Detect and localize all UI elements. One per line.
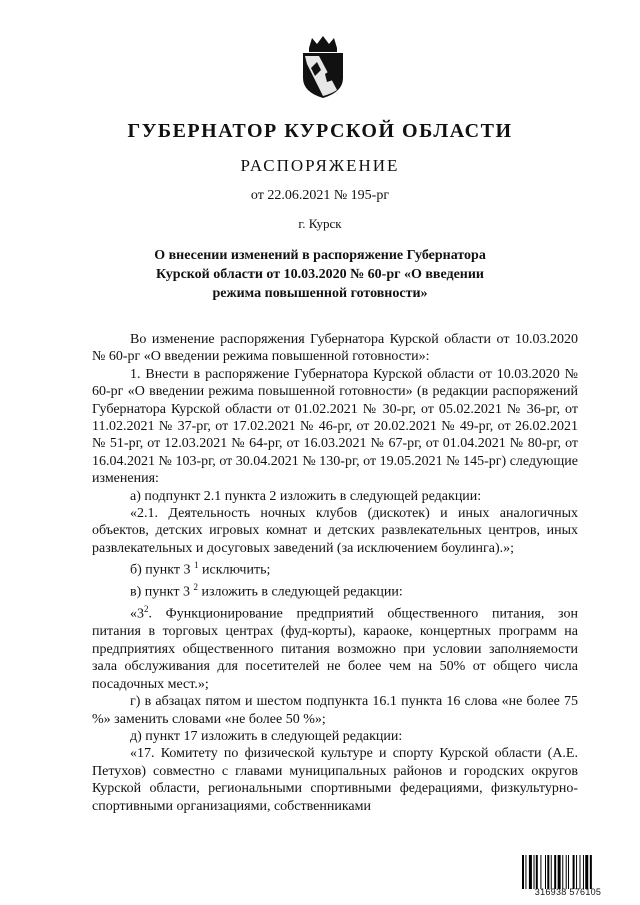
subitem-v-post: изложить в следующей редакции: bbox=[201, 585, 403, 600]
subitem-a: а) подпункт 2.1 пункта 2 изложить в следующей редакции: bbox=[130, 488, 482, 504]
subitem-b-post: исключить; bbox=[202, 562, 271, 578]
barcode-bar bbox=[547, 855, 549, 889]
barcode-bar bbox=[590, 855, 592, 889]
subitem-v-text bbox=[92, 601, 578, 693]
barcode bbox=[522, 855, 614, 889]
subitem-d: д) пункт 17 изложить в следующей редакции: bbox=[130, 728, 403, 744]
barcode-bar bbox=[566, 855, 567, 889]
document-date-number: от 22.06.2021 № 195-рг bbox=[250, 188, 390, 203]
barcode-bar bbox=[545, 855, 546, 889]
document-city: г. Курск bbox=[298, 216, 342, 231]
intro-paragraph: Во изменение распоряжения Губернатора Курской области от 10.03.2020 № 60-рг «О введении режима повышенной готовности»: bbox=[92, 332, 578, 365]
subject-line: режима повышенной готовности» bbox=[212, 286, 428, 301]
document-type: РАСПОРЯЖЕНИЕ bbox=[240, 156, 400, 175]
superscript: 2 bbox=[144, 604, 149, 615]
barcode-bar bbox=[522, 855, 524, 889]
barcode-bar bbox=[529, 855, 532, 889]
barcode-bar bbox=[558, 855, 561, 889]
barcode-bar bbox=[568, 855, 569, 889]
barcode-bar bbox=[573, 855, 575, 889]
barcode-bar bbox=[525, 855, 526, 889]
superscript: 2 bbox=[193, 582, 198, 593]
barcode-bar bbox=[585, 855, 588, 889]
superscript: 1 bbox=[194, 560, 199, 571]
subitem-b-pre: б) пункт 3 bbox=[130, 562, 191, 578]
item-1-paragraph: 1. Внести в распоряжение Губернатора Курской области от 10.03.2020 № 60-рг «О введении режима повышенной готовности» (в редакции распоряжений Губернатора Курской области от 01.02.2021 № 30-рг, от 05.02.2021 № 36-рг, от 11.02.2021 № 37-рг, от 17.02.2021 № 46-рг, от 20.02.2021 № 49-рг, от 26.02.2021 № 51-рг, от 12.03.2021 № 64-рг, от 16.03.2021 № 67-рг, от 01.04.2021 № 80-рг, от 16.04.2021 № 103-рг, от 30.04.2021 № 130-рг, от 19.05.2021 № 145-рг) следующие изменения: bbox=[92, 366, 578, 487]
barcode-bar bbox=[562, 855, 563, 889]
subject-line: Курской области от 10.03.2020 № 60-рг «О введении bbox=[155, 267, 484, 282]
subitem-b bbox=[92, 557, 578, 579]
document-body bbox=[92, 331, 578, 815]
barcode-bar bbox=[551, 855, 552, 889]
barcode-bar bbox=[576, 855, 577, 889]
barcode-bar bbox=[536, 855, 538, 889]
subitem-a-text: «2.1. Деятельность ночных клубов (дискотек) и иных аналогичных объектов, детских игровых комнат и детских развлекательных центров, иных развлекательных и досуговых заведений (за исключением боулинга).»; bbox=[92, 506, 578, 556]
subitem-v-text-body: . Функционирование предприятий общественного питания, зон питания в торговых центрах (фуд-корты), караоке, концертных программ на предприятиях общественного питания возможно при условии заполняемости зала обслуживания для посетителей не более чем на 50% от общего числа посадочных мест.»; bbox=[92, 607, 578, 692]
subitem-d-text: «17. Комитету по физической культуре и спорту Курской области (А.Е. Петухов) совместно с главами муниципальных районов и городских округов Курской области, региональными спортивными федерациями, физкультурно-спортивными организациями, собственниками bbox=[92, 746, 578, 814]
barcode-bar bbox=[534, 855, 535, 889]
subitem-v-pre: в) пункт 3 bbox=[130, 585, 190, 600]
barcode-bar bbox=[580, 855, 581, 889]
subitem-v bbox=[92, 579, 578, 601]
barcode-bar bbox=[540, 855, 541, 889]
barcode-bar bbox=[583, 855, 584, 889]
document-subject bbox=[120, 246, 520, 303]
subitem-v-text-pre: «3 bbox=[130, 607, 144, 623]
subject-line: О внесении изменений в распоряжение Губернатора bbox=[154, 248, 486, 263]
barcode-bar bbox=[554, 855, 556, 889]
barcode-number: 316938 576105 bbox=[534, 887, 602, 897]
subitem-g: г) в абзацах пятом и шестом подпункта 16.1 пункта 16 слова «не более 75 %» заменить словами «не более 50 %»; bbox=[92, 694, 578, 727]
page-title: ГУБЕРНАТОР КУРСКОЙ ОБЛАСТИ bbox=[127, 120, 513, 142]
coat-of-arms-icon bbox=[297, 34, 349, 100]
